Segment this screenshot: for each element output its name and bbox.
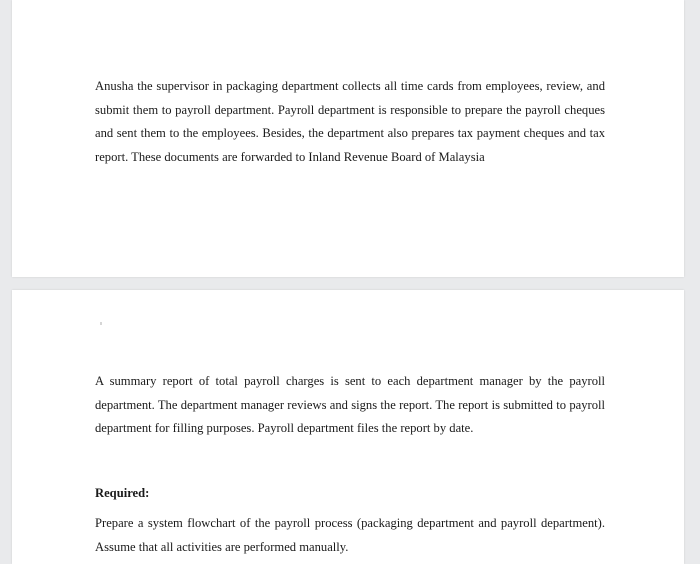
document-page-1	[12, 0, 684, 277]
required-text: Prepare a system flowchart of the payroll process (packaging department and payroll department). Assume that all activities are performed manually.	[95, 516, 605, 554]
case-paragraph-1: Anusha the supervisor in packaging department collects all time cards from employees, review, and submit them to payroll department. Payroll department is responsible to prepare the payroll cheques and sent them to the employees. Besides, the department also prepares tax payment cheques and tax report. These documents are forwarded to Inland Revenue Board of Malaysia	[95, 79, 605, 164]
required-heading: Required:	[95, 486, 150, 500]
document-page-2	[12, 290, 684, 564]
case-paragraph-2: A summary report of total payroll charges is sent to each department manager by the payroll department. The department manager reviews and signs the report. The report is submitted to payroll department for filling purposes. Payroll department files the report by date.	[95, 374, 605, 436]
scan-mark	[100, 322, 102, 325]
